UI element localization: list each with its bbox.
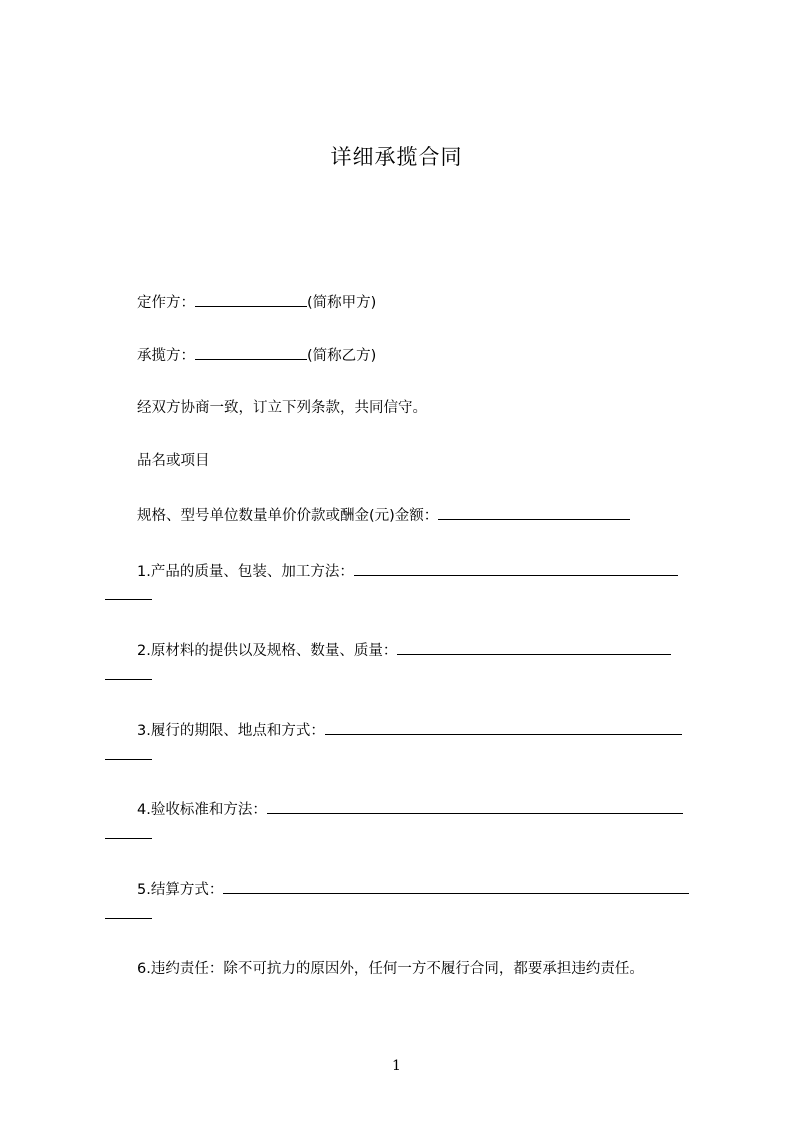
clause-2-blank-continued — [105, 679, 152, 680]
party-b-line — [137, 344, 376, 366]
party-b-blank[interactable] — [195, 344, 307, 360]
clause-1-label: 1.产品的质量、包装、加工方法： — [137, 564, 354, 580]
agreement-text: 经双方协商一致，订立下列条款，共同信守。 — [137, 400, 427, 416]
spec-label: 规格、型号单位数量单价价款或酬金(元)金额： — [137, 508, 439, 524]
spec-blank[interactable] — [438, 504, 630, 520]
clause-5-blank-continued — [105, 918, 152, 919]
page-number: 1 — [392, 1058, 401, 1074]
party-a-line — [137, 291, 376, 313]
party-a-label: 定作方： — [137, 295, 195, 311]
clause-2-blank[interactable] — [397, 639, 671, 655]
clause-4-label: 4.验收标准和方法： — [137, 802, 267, 818]
clause-6 — [137, 959, 644, 979]
clause-1-blank[interactable] — [354, 560, 678, 576]
clause-3-label: 3.履行的期限、地点和方式： — [137, 723, 325, 739]
clause-1-blank-continued — [105, 599, 152, 600]
party-b-label: 承揽方： — [137, 348, 195, 364]
party-a-suffix: (简称甲方) — [307, 295, 377, 311]
spec-line — [137, 504, 630, 526]
clause-5-label: 5.结算方式： — [137, 882, 224, 898]
document-title: 详细承揽合同 — [330, 145, 463, 169]
clause-5 — [137, 878, 689, 900]
clause-4-blank-continued — [105, 838, 152, 839]
clause-3 — [137, 719, 682, 741]
clause-1 — [137, 560, 678, 582]
clause-6-label: 6.违约责任：除不可抗力的原因外，任何一方不履行合同，都要承担违约责任。 — [137, 961, 644, 977]
clause-5-blank[interactable] — [223, 878, 689, 894]
clause-3-blank-continued — [105, 759, 152, 760]
party-a-blank[interactable] — [195, 291, 307, 307]
item-name-label: 品名或项目 — [137, 453, 210, 469]
clause-2 — [137, 639, 671, 661]
clause-4-blank[interactable] — [267, 798, 683, 814]
party-b-suffix: (简称乙方) — [307, 348, 377, 364]
clause-3-blank[interactable] — [325, 719, 682, 735]
clause-2-label: 2.原材料的提供以及规格、数量、质量： — [137, 643, 398, 659]
clause-4 — [137, 798, 683, 820]
